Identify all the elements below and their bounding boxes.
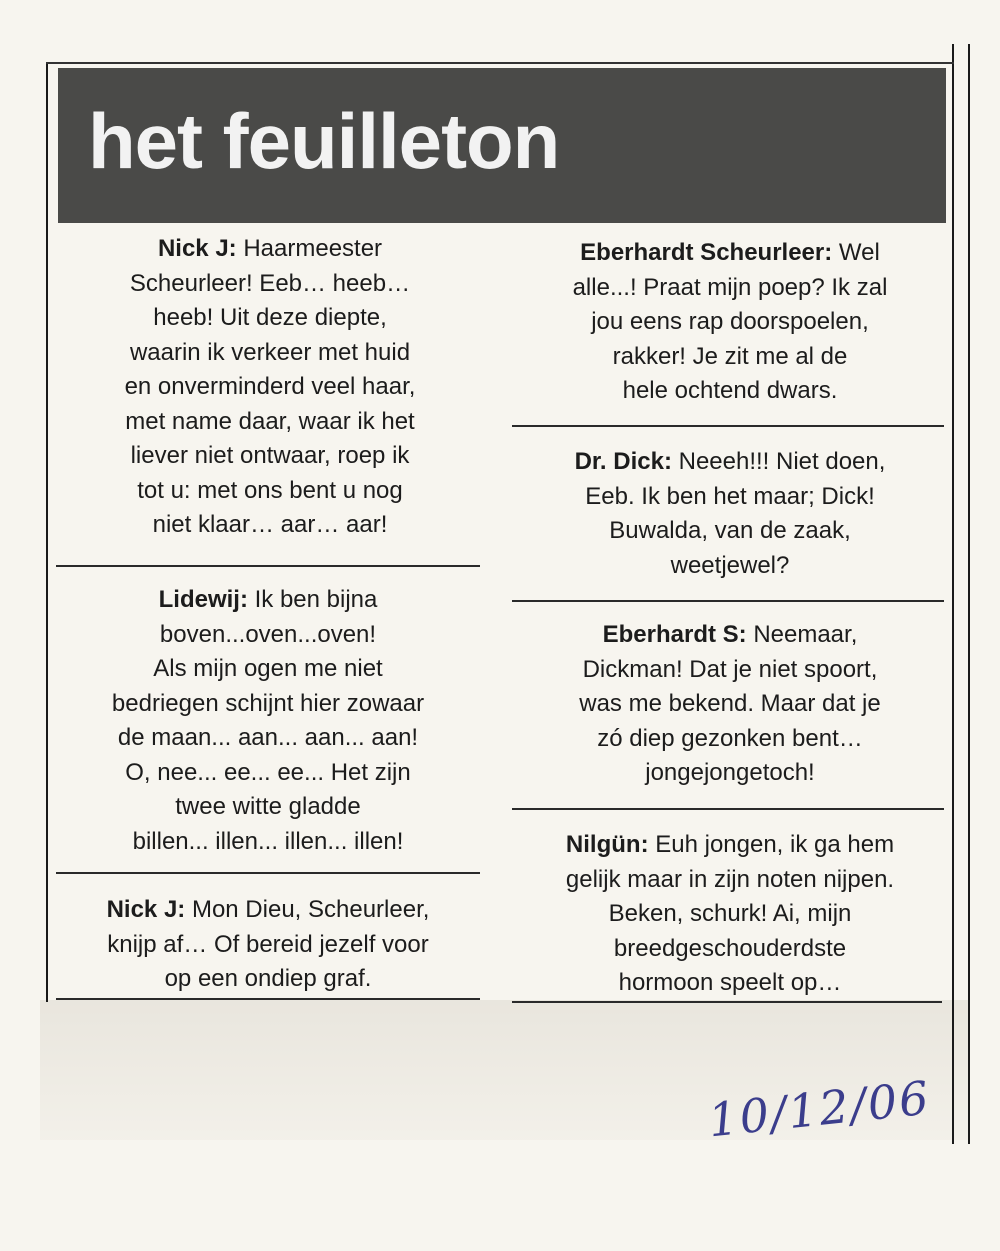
right-column-rule bbox=[952, 44, 954, 1144]
entry-line: was me bekend. Maar dat je bbox=[579, 690, 881, 717]
entry-line: niet klaar… aar… aar! bbox=[152, 511, 388, 538]
separator bbox=[512, 808, 944, 810]
header-banner bbox=[58, 68, 946, 223]
entry-line bbox=[56, 583, 480, 618]
entry-line bbox=[56, 893, 480, 928]
entry-line: op een ondiep graf. bbox=[164, 965, 372, 992]
entry-line: knijp af… Of bereid jezelf voor bbox=[107, 930, 429, 958]
speaker-name: Eberhardt Scheurleer: bbox=[580, 239, 833, 266]
entry-line: billen... illen... illen... illen! bbox=[132, 827, 404, 855]
entry-nick-j-1 bbox=[60, 232, 480, 543]
speaker-name: Nick J: bbox=[106, 896, 186, 923]
separator bbox=[512, 600, 944, 602]
handwritten-date: 10/12/06 bbox=[705, 1070, 933, 1148]
entry-line: twee witte gladde bbox=[175, 793, 361, 820]
entry-line bbox=[60, 232, 480, 267]
separator bbox=[56, 565, 480, 567]
entry-eberhardt-scheurleer bbox=[515, 236, 945, 409]
entry-line: weetjewel? bbox=[670, 551, 790, 579]
entry-line: alle...! Praat mijn poep? Ik zal bbox=[572, 273, 888, 301]
entry-line: jongejongetoch! bbox=[645, 759, 815, 786]
top-rule bbox=[46, 62, 954, 64]
entry-nick-j-2 bbox=[56, 893, 480, 997]
entry-line: boven...oven...oven! bbox=[159, 620, 377, 648]
entry-text: Neeeh!!! Niet doen, bbox=[678, 448, 886, 475]
entry-line: de maan... aan... aan... aan! bbox=[117, 724, 419, 751]
entry-line: hormoon speelt op… bbox=[618, 969, 842, 996]
entry-line: Beken, schurk! Ai, mijn bbox=[608, 900, 852, 927]
entry-line: met name daar, waar ik het bbox=[125, 407, 415, 435]
entry-text: Mon Dieu, Scheurleer, bbox=[191, 896, 430, 923]
entry-line: tot u: met ons bent u nog bbox=[137, 476, 403, 504]
entry-dr-dick bbox=[515, 445, 945, 583]
entry-line bbox=[515, 828, 945, 863]
separator bbox=[56, 872, 480, 874]
speaker-name: Dr. Dick: bbox=[574, 448, 672, 475]
entry-line: bedriegen schijnt hier zowaar bbox=[111, 689, 425, 717]
entry-line: liever niet ontwaar, roep ik bbox=[130, 442, 410, 469]
entry-line: heeb! Uit deze diepte, bbox=[153, 304, 387, 331]
entry-text: Euh jongen, ik ga hem bbox=[655, 831, 895, 858]
entry-lidewij bbox=[56, 583, 480, 859]
entry-text: Wel bbox=[838, 239, 880, 266]
speaker-name: Nick J: bbox=[157, 235, 237, 262]
entry-line: Scheurleer! Eeb… heeb… bbox=[129, 269, 411, 297]
entry-nilgun bbox=[515, 828, 945, 1001]
entry-line: Dickman! Dat je niet spoort, bbox=[582, 655, 878, 683]
entry-line: Eeb. Ik ben het maar; Dick! bbox=[585, 482, 875, 510]
entry-line: rakker! Je zit me al de bbox=[612, 342, 848, 370]
entry-text: Haarmeester bbox=[243, 235, 383, 262]
entry-line bbox=[515, 618, 945, 653]
speaker-name: Lidewij: bbox=[158, 586, 248, 613]
entry-line: zó diep gezonken bent… bbox=[597, 724, 863, 752]
separator bbox=[56, 998, 480, 1000]
page-title: het feuilleton bbox=[88, 97, 560, 185]
speaker-name: Nilgün: bbox=[565, 831, 649, 858]
entry-line bbox=[515, 445, 945, 480]
entry-text: Neemaar, bbox=[753, 621, 858, 648]
speaker-name: Eberhardt S: bbox=[602, 621, 747, 648]
entry-line: gelijk maar in zijn noten nijpen. bbox=[565, 865, 895, 893]
entry-line: Buwalda, van de zaak, bbox=[609, 517, 851, 544]
entry-text: Ik ben bijna bbox=[254, 586, 378, 613]
entry-line: en onverminderd veel haar, bbox=[124, 373, 416, 400]
entry-line: hele ochtend dwars. bbox=[622, 377, 838, 404]
entry-line: breedgeschouderdste bbox=[613, 934, 847, 962]
separator bbox=[512, 1001, 942, 1003]
left-column-rule bbox=[46, 62, 48, 1002]
entry-line: waarin ik verkeer met huid bbox=[129, 338, 411, 366]
entry-line bbox=[515, 236, 945, 271]
entry-line: jou eens rap doorspoelen, bbox=[591, 308, 869, 335]
right-edge-rule bbox=[968, 44, 970, 1144]
entry-eberhardt-s bbox=[515, 618, 945, 791]
entry-line: Als mijn ogen me niet bbox=[153, 655, 383, 682]
separator bbox=[512, 425, 944, 427]
entry-line: O, nee... ee... ee... Het zijn bbox=[125, 758, 411, 786]
